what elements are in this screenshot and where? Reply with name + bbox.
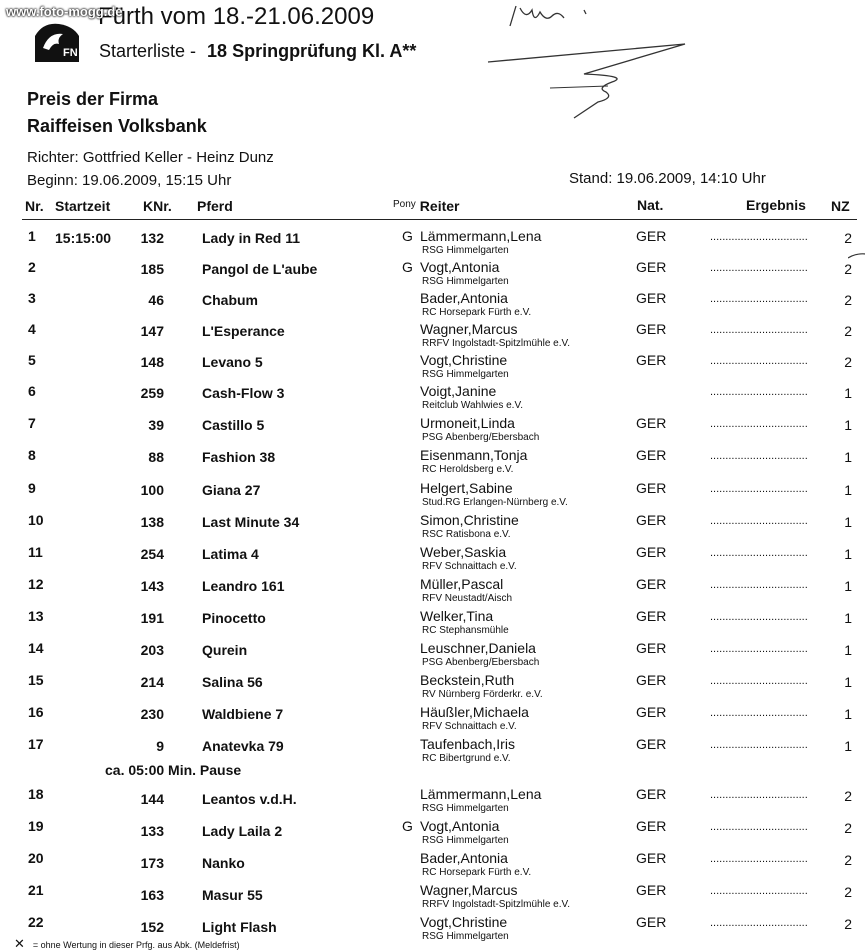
row-knr: 9 [156,738,164,754]
row-nz: 1 [844,417,852,433]
row-result-dots: ................................ [710,707,808,719]
row-knr: 39 [148,417,164,433]
col-reiter-group [393,198,459,214]
row-rider: Wagner,Marcus [420,321,518,337]
row-number: 9 [28,480,36,496]
row-number: 5 [28,352,36,368]
row-nz: 1 [844,642,852,658]
row-nat: GER [636,818,667,834]
row-club: RRFV Ingolstadt-Spitzlmühle e.V. [422,338,571,349]
table-row [0,786,865,818]
row-horse: Levano 5 [202,354,263,370]
row-horse: Leandro 161 [202,578,285,594]
start-time: Beginn: 19.06.2009, 15:15 Uhr [27,172,232,189]
row-horse: Chabum [202,292,258,308]
table-row [0,576,865,608]
row-horse: Waldbiene 7 [202,706,284,722]
row-rider: Voigt,Janine [420,383,497,399]
row-horse: Lady Laila 2 [202,823,283,839]
row-horse: Anatevka 79 [202,738,284,754]
row-result-dots: ................................ [710,789,808,801]
row-nz: 1 [844,482,852,498]
row-knr: 132 [140,230,164,246]
row-rider: Wagner,Marcus [420,882,518,898]
row-rider: Welker,Tina [420,608,494,624]
row-knr: 214 [140,674,164,690]
table-row [0,704,865,736]
row-rider: Weber,Saskia [420,544,507,560]
row-result-dots: ................................ [710,885,808,897]
row-number: 16 [28,704,44,720]
row-nz: 1 [844,546,852,562]
row-club: RSG Himmelgarten [422,835,509,846]
row-nat: GER [636,290,667,306]
row-nz: 1 [844,514,852,530]
row-nz: 2 [844,323,852,339]
table-row [0,818,865,850]
row-nz: 2 [844,261,852,277]
row-knr: 143 [140,578,164,594]
row-nat: GER [636,321,667,337]
row-nz: 2 [844,292,852,308]
row-knr: 259 [140,385,164,401]
row-result-dots: ................................ [710,262,808,274]
row-rider: Urmoneit,Linda [420,415,515,431]
row-rider: Bader,Antonia [420,850,508,866]
row-result-dots: ................................ [710,386,808,398]
row-club: RC Bibertgrund e.V. [422,753,511,764]
table-row [0,480,865,512]
row-horse: Lady in Red 11 [202,230,301,246]
row-nz: 2 [844,788,852,804]
row-horse: Cash-Flow 3 [202,385,285,401]
row-knr: 138 [140,514,164,530]
row-horse: Leantos v.d.H. [202,791,297,807]
row-nat: GER [636,544,667,560]
row-result-dots: ................................ [710,450,808,462]
table-row [0,882,865,914]
col-nr: Nr. [25,198,44,214]
row-nz: 1 [844,449,852,465]
row-nz: 1 [844,610,852,626]
row-nat: GER [636,352,667,368]
row-horse: Qurein [202,642,248,658]
row-nat: GER [636,640,667,656]
row-pony-flag: G [402,259,413,275]
col-nz: NZ [831,198,850,214]
row-horse: Nanko [202,855,245,871]
row-result-dots: ................................ [710,611,808,623]
row-number: 21 [28,882,44,898]
row-result-dots: ................................ [710,917,808,929]
row-nat: GER [636,608,667,624]
row-nat: GER [636,415,667,431]
row-club: RC Heroldsberg e.V. [422,464,514,475]
row-rider: Lämmermann,Lena [420,228,542,244]
row-rider: Leuschner,Daniela [420,640,536,656]
col-startzeit: Startzeit [55,198,111,214]
row-knr: 148 [140,354,164,370]
col-pony: Pony [393,199,416,210]
handwritten-scribble [480,0,720,130]
row-nz: 1 [844,674,852,690]
row-knr: 88 [148,449,164,465]
row-number: 3 [28,290,36,306]
row-club: RSG Himmelgarten [422,276,509,287]
competition-name: 18 Springprüfung Kl. A** [207,41,417,61]
row-nat: GER [636,786,667,802]
row-knr: 133 [140,823,164,839]
watermark-text: www.foto-mogg.de [6,4,123,19]
table-row [0,383,865,415]
row-knr: 203 [140,642,164,658]
row-number: 10 [28,512,44,528]
table-row [0,447,865,479]
row-nat: GER [636,576,667,592]
row-result-dots: ................................ [710,515,808,527]
row-club: RSG Himmelgarten [422,803,509,814]
row-nat: GER [636,882,667,898]
row-club: Stud.RG Erlangen-Nürnberg e.V. [422,497,568,508]
row-knr: 254 [140,546,164,562]
row-nz: 2 [844,820,852,836]
col-knr: KNr. [143,198,172,214]
row-club: RRFV Ingolstadt-Spitzlmühle e.V. [422,899,571,910]
table-row [0,415,865,447]
row-start-time: 15:15:00 [55,230,112,246]
table-row [0,228,865,260]
row-number: 20 [28,850,44,866]
row-rider: Taufenbach,Iris [420,736,515,752]
col-nat: Nat. [637,197,664,213]
row-knr: 100 [140,482,164,498]
competition-subtitle [99,41,416,62]
row-nz: 2 [844,852,852,868]
row-nat: GER [636,259,667,275]
row-nat: GER [636,447,667,463]
table-row [0,850,865,882]
starterliste-label: Starterliste - [99,41,197,61]
row-number: 13 [28,608,44,624]
row-knr: 144 [140,791,164,807]
row-knr: 163 [140,887,164,903]
row-knr: 191 [140,610,164,626]
row-number: 7 [28,415,36,431]
row-pony-flag: G [402,228,413,244]
prize-line-1: Preis der Firma [27,89,159,109]
row-knr: 230 [140,706,164,722]
row-horse: Masur 55 [202,887,263,903]
row-horse: Pangol de L'aube [202,261,318,277]
table-row [0,290,865,322]
row-rider: Helgert,Sabine [420,480,513,496]
row-club: RSG Himmelgarten [422,931,509,942]
row-rider: Vogt,Antonia [420,818,500,834]
row-club: RV Nürnberg Förderkr. e.V. [422,689,543,700]
row-club: RC Horsepark Fürth e.V. [422,307,532,318]
row-result-dots: ................................ [710,821,808,833]
row-nz: 1 [844,706,852,722]
row-nz: 2 [844,916,852,932]
prize-line-2: Raiffeisen Volksbank [27,116,207,136]
row-club: RSG Himmelgarten [422,245,509,256]
header-divider [22,219,857,220]
row-rider: Beckstein,Ruth [420,672,515,688]
cross-icon: ✕ [14,936,25,951]
row-nat: GER [636,480,667,496]
page-title: Fürth vom 18.-21.06.2009 [98,3,375,30]
row-nat: GER [636,914,667,930]
row-club: RC Horsepark Fürth e.V. [422,867,532,878]
row-knr: 152 [140,919,164,935]
row-nat: GER [636,512,667,528]
row-rider: Vogt,Antonia [420,259,500,275]
row-rider: Eisenmann,Tonja [420,447,528,463]
table-row [0,352,865,384]
row-number: 14 [28,640,44,656]
row-number: 1 [28,228,36,244]
table-row [0,512,865,544]
row-knr: 185 [140,261,164,277]
row-nz: 1 [844,385,852,401]
row-rider: Müller,Pascal [420,576,504,592]
row-club: RSC Ratisbona e.V. [422,529,511,540]
row-club: Reitclub Wahlwies e.V. [422,400,523,411]
row-rider: Lämmermann,Lena [420,786,542,802]
row-club: RC Stephansmühle [422,625,509,636]
row-knr: 46 [148,292,164,308]
row-number: 22 [28,914,44,930]
row-nat: GER [636,704,667,720]
row-rider: Simon,Christine [420,512,519,528]
status-date: Stand: 19.06.2009, 14:10 Uhr [569,170,766,187]
row-number: 12 [28,576,44,592]
row-rider: Häußler,Michaela [420,704,529,720]
row-horse: Fashion 38 [202,449,276,465]
row-horse: Salina 56 [202,674,263,690]
row-horse: Latima 4 [202,546,259,562]
row-result-dots: ................................ [710,355,808,367]
row-result-dots: ................................ [710,483,808,495]
row-club: RFV Schnaittach e.V. [422,721,517,732]
row-horse: L'Esperance [202,323,285,339]
col-pferd: Pferd [197,198,233,214]
row-result-dots: ................................ [710,739,808,751]
row-number: 4 [28,321,36,337]
row-rider: Bader,Antonia [420,290,508,306]
row-number: 8 [28,447,36,463]
row-horse: Pinocetto [202,610,266,626]
table-row [0,259,865,291]
col-reiter: Reiter [419,198,460,214]
row-number: 19 [28,818,44,834]
table-row [0,321,865,353]
row-nat: GER [636,850,667,866]
col-ergebnis: Ergebnis [746,197,806,213]
row-nz: 2 [844,884,852,900]
row-pony-flag: G [402,818,413,834]
judges: Richter: Gottfried Keller - Heinz Dunz [27,149,274,166]
row-horse: Giana 27 [202,482,261,498]
row-result-dots: ................................ [710,853,808,865]
row-rider: Vogt,Christine [420,914,508,930]
row-number: 15 [28,672,44,688]
row-knr: 173 [140,855,164,871]
pen-mark [848,252,865,260]
row-nz: 2 [844,354,852,370]
table-row [0,672,865,704]
row-knr: 147 [140,323,164,339]
row-number: 11 [28,544,43,560]
table-row [0,608,865,640]
row-number: 6 [28,383,36,399]
pause-note: ca. 05:00 Min. Pause [105,762,242,778]
row-nat: GER [636,736,667,752]
row-nz: 2 [844,230,852,246]
row-nat: GER [636,672,667,688]
row-result-dots: ................................ [710,231,808,243]
row-result-dots: ................................ [710,293,808,305]
row-rider: Vogt,Christine [420,352,508,368]
row-number: 17 [28,736,44,752]
footnote-text: = ohne Wertung in dieser Prfg. aus Abk. (Meldefrist) [32,940,240,950]
row-club: PSG Abenberg/Ebersbach [422,432,540,443]
row-nz: 1 [844,738,852,754]
row-nat: GER [636,228,667,244]
row-nz: 1 [844,578,852,594]
logo-text: FN [63,47,78,59]
row-result-dots: ................................ [710,324,808,336]
row-result-dots: ................................ [710,643,808,655]
row-result-dots: ................................ [710,675,808,687]
row-horse: Light Flash [202,919,277,935]
row-club: RFV Neustadt/Aisch [422,593,513,604]
row-result-dots: ................................ [710,579,808,591]
row-horse: Castillo 5 [202,417,265,433]
row-club: RSG Himmelgarten [422,369,509,380]
row-number: 18 [28,786,44,802]
table-row [0,640,865,672]
row-result-dots: ................................ [710,547,808,559]
table-row [0,544,865,576]
row-club: PSG Abenberg/Ebersbach [422,657,540,668]
row-number: 2 [28,259,36,275]
row-club: RFV Schnaittach e.V. [422,561,517,572]
row-horse: Last Minute 34 [202,514,300,530]
row-result-dots: ................................ [710,418,808,430]
